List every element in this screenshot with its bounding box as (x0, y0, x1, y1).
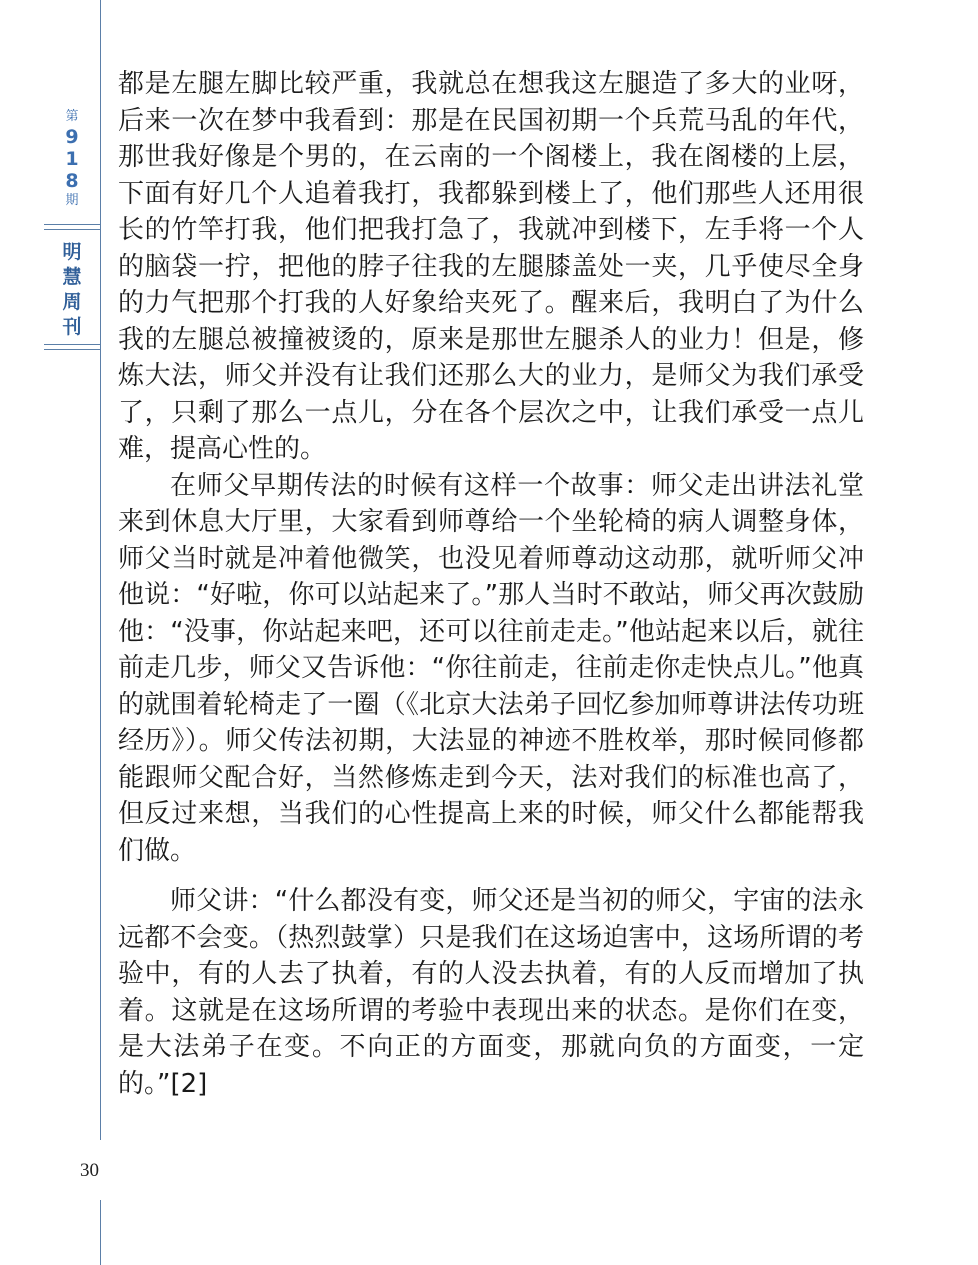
issue-digit: 9 (65, 126, 79, 148)
page-number: 30 (80, 1160, 99, 1181)
paragraph: 在师父早期传法的时候有这样一个故事：师父走出讲法礼堂来到休息大厅里，大家看到师尊给一个坐轮椅的病人调整身体，师父当时就是冲着他微笑，也没见着师尊动这动那，就听师父冲他说：“好啦，你可以站起来了。”那人当时不敢站，师父再次鼓励他：“没事，你站起来吧，还可以往前走走。”他站起来以后，就往前走几步，师父又告诉他：“你往前走，往前走你走快点儿。”他真的就围着轮椅走了一圈（《北京大法弟子回忆参加师尊讲法传功班经历》）。师父传法初期，大法显的神迹不胜枚举，那时候同修都能跟师父配合好，当然修炼走到今天，法对我们的标准也高了，但反过来想，当我们的心性提高上来的时候，师父什么都能帮我们做。 (118, 470, 864, 866)
divider (44, 229, 100, 230)
issue-suffix: 期 (65, 193, 79, 208)
article-body (118, 66, 864, 1102)
divider (44, 224, 100, 225)
paragraph: 师父讲：“什么都没有变，师父还是当初的师父，宇宙的法永远都不会变。（热烈鼓掌）只是我们在这场迫害中，这场所谓的考验中，有的人去了执着，有的人没去执着，有的人反而增加了执着。这就是在这场所谓的考验中表现出来的状态。是你们在变，是大法弟子在变。不向正的方面变，那就向负的方面变，一定的。”[2] (118, 886, 864, 1099)
journal-name (44, 240, 100, 340)
divider (44, 344, 100, 345)
issue-digit: 8 (65, 170, 79, 192)
issue-prefix: 第 (65, 109, 79, 124)
divider (44, 349, 100, 350)
issue-digit: 1 (65, 148, 79, 170)
margin-rule-bottom (100, 1200, 101, 1265)
journal-char: 周 (62, 291, 82, 313)
journal-char: 慧 (62, 266, 82, 288)
paragraph: 都是左腿左脚比较严重，我就总在想我这左腿造了多大的业呀，后来一次在梦中我看到：那是在民国初期一个兵荒马乱的年代，那世我好像是个男的，在云南的一个阁楼上，我在阁楼的上层，下面有好几个人追着我打，我都躲到楼上了，他们那些人还用很长的竹竿打我，他们把我打急了，我就冲到楼下，左手将一个人的脑袋一拧，把他的脖子往我的左腿膝盖处一夹，几乎使尽全身的力气把那个打我的人好象给夹死了。醒来后，我明白了为什么我的左腿总被撞被烫的，原来是那世左腿杀人的业力！但是，修炼大法，师父并没有让我们还那么大的业力，是师父为我们承受了，只剩了那么一点儿，分在各个层次之中，让我们承受一点儿难，提高心性的。 (118, 69, 864, 464)
issue-number (44, 108, 100, 210)
journal-char: 刊 (62, 316, 82, 338)
margin-rule (100, 0, 101, 1140)
journal-char: 明 (62, 241, 82, 263)
